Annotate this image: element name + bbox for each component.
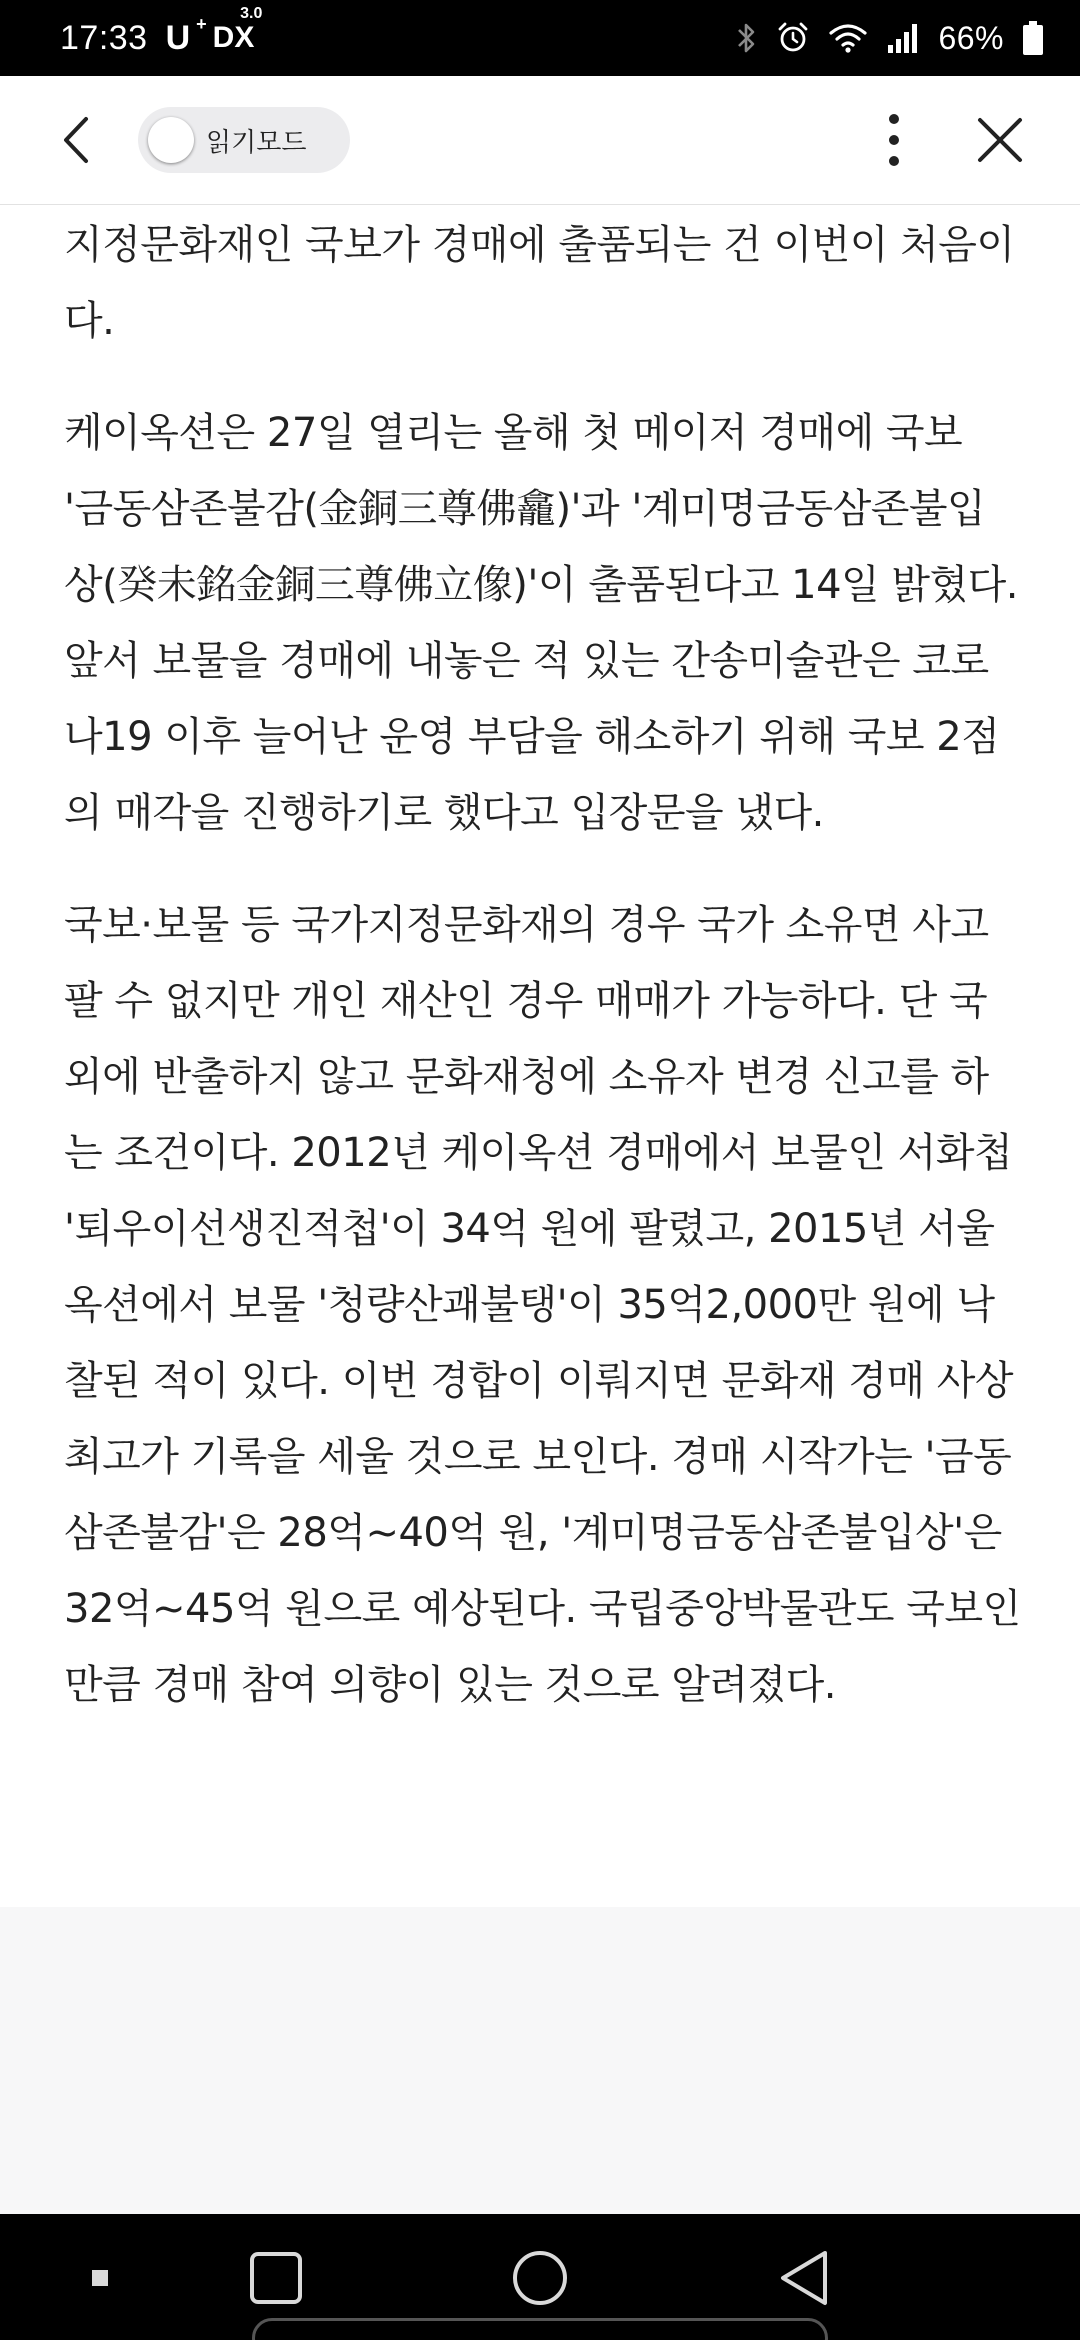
navigation-bar — [0, 2214, 1080, 2340]
article-paragraph-3: 국보·보물 등 국가지정문화재의 경우 국가 소유면 사고팔 수 없지만 개인 재산인 경우 매매가 가능하다. 단 국외에 반출하지 않고 문화재청에 소유자 변경 신고를 하는 조건이다. 2012년 케이옥션 경매에서 보물인 서화첩 '퇴우이선생진적첩'이 34억 원에 팔렸고, 2015년 서울옥션에서 보물 '청량산괘불탱'이 35억2,000만 원에 낙찰된 적이 있다. 이번 경합이 이뤄지면 문화재 경매 사상 최고가 기록을 세울 것으로 보인다. 경매 시작가는 '금동삼존불감'은 28억~40억 원, '계미명금동삼존불입상'은 32억~45억 원으로 예상된다. 국립중앙박물관도 국보인 만큼 경매 참여 의향이 있는 것으로 알려졌다. — [64, 902, 1021, 1708]
carrier-network — [212, 5, 263, 55]
toggle-knob — [148, 117, 194, 163]
triangle-back-icon — [777, 2249, 831, 2307]
status-time: 17:33 — [60, 18, 148, 57]
alarm-icon — [776, 21, 810, 55]
carrier-logo — [165, 5, 263, 58]
status-bar — [0, 0, 1080, 76]
square-dot-icon — [90, 2268, 110, 2288]
close-icon — [976, 116, 1024, 164]
reader-toolbar — [0, 76, 1080, 205]
nav-menu-button[interactable] — [70, 2250, 130, 2306]
article-paragraph-1: 지정문화재인 국보가 경매에 출품되는 건 이번이 처음이다. — [64, 222, 1015, 344]
wifi-icon — [828, 21, 868, 55]
signal-icon — [886, 21, 920, 55]
battery-icon — [1022, 20, 1044, 56]
recents-icon — [249, 2251, 303, 2305]
article-content[interactable] — [0, 205, 1080, 1907]
close-button[interactable] — [964, 104, 1036, 176]
back-button[interactable] — [40, 104, 112, 176]
carrier-main: U — [165, 18, 191, 57]
article-body — [64, 207, 1022, 1759]
chevron-left-icon — [58, 115, 94, 165]
status-left — [60, 5, 263, 60]
more-vertical-icon — [887, 112, 901, 168]
battery-percent: 66% — [938, 19, 1004, 56]
bluetooth-icon — [734, 20, 758, 56]
nav-home-button[interactable] — [500, 2244, 580, 2312]
article-paragraph-2: 케이옥션은 27일 열리는 올해 첫 메이저 경매에 국보 '금동삼존불감(金銅三尊佛龕)'과 '계미명금동삼존불입상(癸未銘金銅三尊佛立像)'이 출품된다고 14일 밝혔다. 앞서 보물을 경매에 내놓은 적 있는 간송미술관은 코로나19 이후 늘어난 운영 부담을 해소하기 위해 국보 2점의 매각을 진행하기로 했다고 입장문을 냈다. — [64, 410, 1019, 836]
carrier-network-label: DX — [212, 21, 255, 54]
reader-mode-label: 읽기모드 — [206, 127, 307, 158]
carrier-plus: + — [196, 13, 207, 34]
home-icon — [511, 2249, 569, 2307]
reader-mode-toggle[interactable] — [138, 107, 350, 173]
status-right — [734, 16, 1044, 60]
gesture-handle[interactable] — [252, 2318, 828, 2340]
carrier-network-sup: 3.0 — [240, 5, 263, 22]
nav-recents-button[interactable] — [236, 2244, 316, 2312]
more-options-button[interactable] — [858, 104, 930, 176]
nav-back-button[interactable] — [764, 2244, 844, 2312]
